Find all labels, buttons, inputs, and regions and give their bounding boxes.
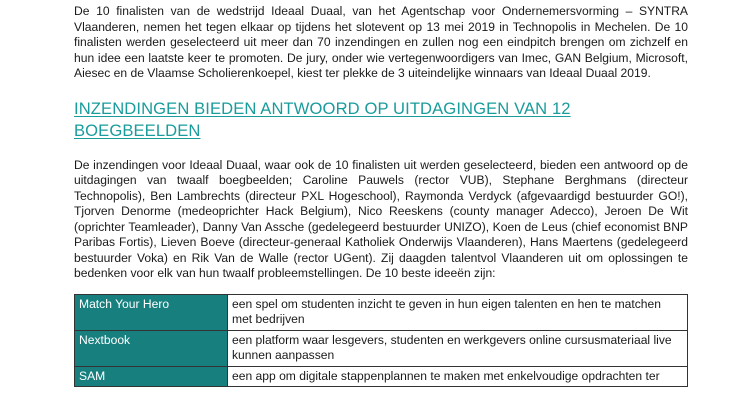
- intro-paragraph: De 10 finalisten van de wedstrijd Ideaal Duaal, van het Agentschap voor Ondernemersvorming – SYNTRA Vlaanderen, nemen het tegen elkaar op tijdens het slotevent op 13 mei 2019 in Technopolis in Mechelen. De 10 finalisten werden geselecteerd uit meer dan 70 inzendingen en zullen nog een eindpitch brengen om zichzelf en hun idee een laatste keer te promoten. De jury, onder wie vertegenwoordigers van Imec, GAN Belgium, Microsoft, Aiesec en de Vlaamse Scholierenkoepel, kiest ter plekke de 3 uiteindelijke winnaars van Ideaal Duaal 2019.: [74, 4, 688, 80]
- table-row: [75, 366, 688, 387]
- idea-description: een platform waar lesgevers, studenten en werkgevers online cursusmateriaal live kunnen aanpassen: [228, 330, 688, 366]
- idea-name: Match Your Hero: [75, 294, 228, 330]
- idea-name: Nextbook: [75, 330, 228, 366]
- table-row: [75, 294, 688, 330]
- section-heading-text: INZENDINGEN BIEDEN ANTWOORD OP UITDAGINGEN VAN 12 BOEGBEELDEN: [74, 98, 571, 140]
- boegbeelden-paragraph: De inzendingen voor Ideaal Duaal, waar ook de 10 finalisten uit werden geselecteerd, bieden een antwoord op de uitdagingen van twaalf boegbeelden; Caroline Pauwels (rector VUB), Stephane Berghmans (directeur Technopolis), Ben Lambrechts (directeur PXL Hogeschool), Raymonda Verdyck (afgevaardigd bestuurder GO!), Tjorven Denorme (medeoprichter Hack Belgium), Nico Reeskens (county manager Adecco), Jeroen De Wit (oprichter Teamleader), Danny Van Assche (gedelegeerd bestuurder UNIZO), Koen de Leus (chief economist BNP Paribas Fortis), Lieven Boeve (directeur-generaal Katholiek Onderwijs Vlaanderen), Hans Maertens (gedelegeerd bestuurder Voka) en Rik Van de Walle (rector UGent). Zij daagden talentvol Vlaanderen uit om oplossingen te bedenken voor elk van hun twaalf probleemstellingen. De 10 beste ideeën zijn:: [74, 157, 688, 280]
- table-row: [75, 330, 688, 366]
- document-page: [74, 4, 688, 387]
- idea-description: een spel om studenten inzicht te geven in hun eigen talenten en hen te matchen met bedrijven: [228, 294, 688, 330]
- idea-name: SAM: [75, 366, 228, 387]
- idea-description: een app om digitale stappenplannen te maken met enkelvoudige opdrachten ter: [228, 366, 688, 387]
- section-heading: [74, 98, 688, 142]
- ideas-table: [74, 294, 688, 388]
